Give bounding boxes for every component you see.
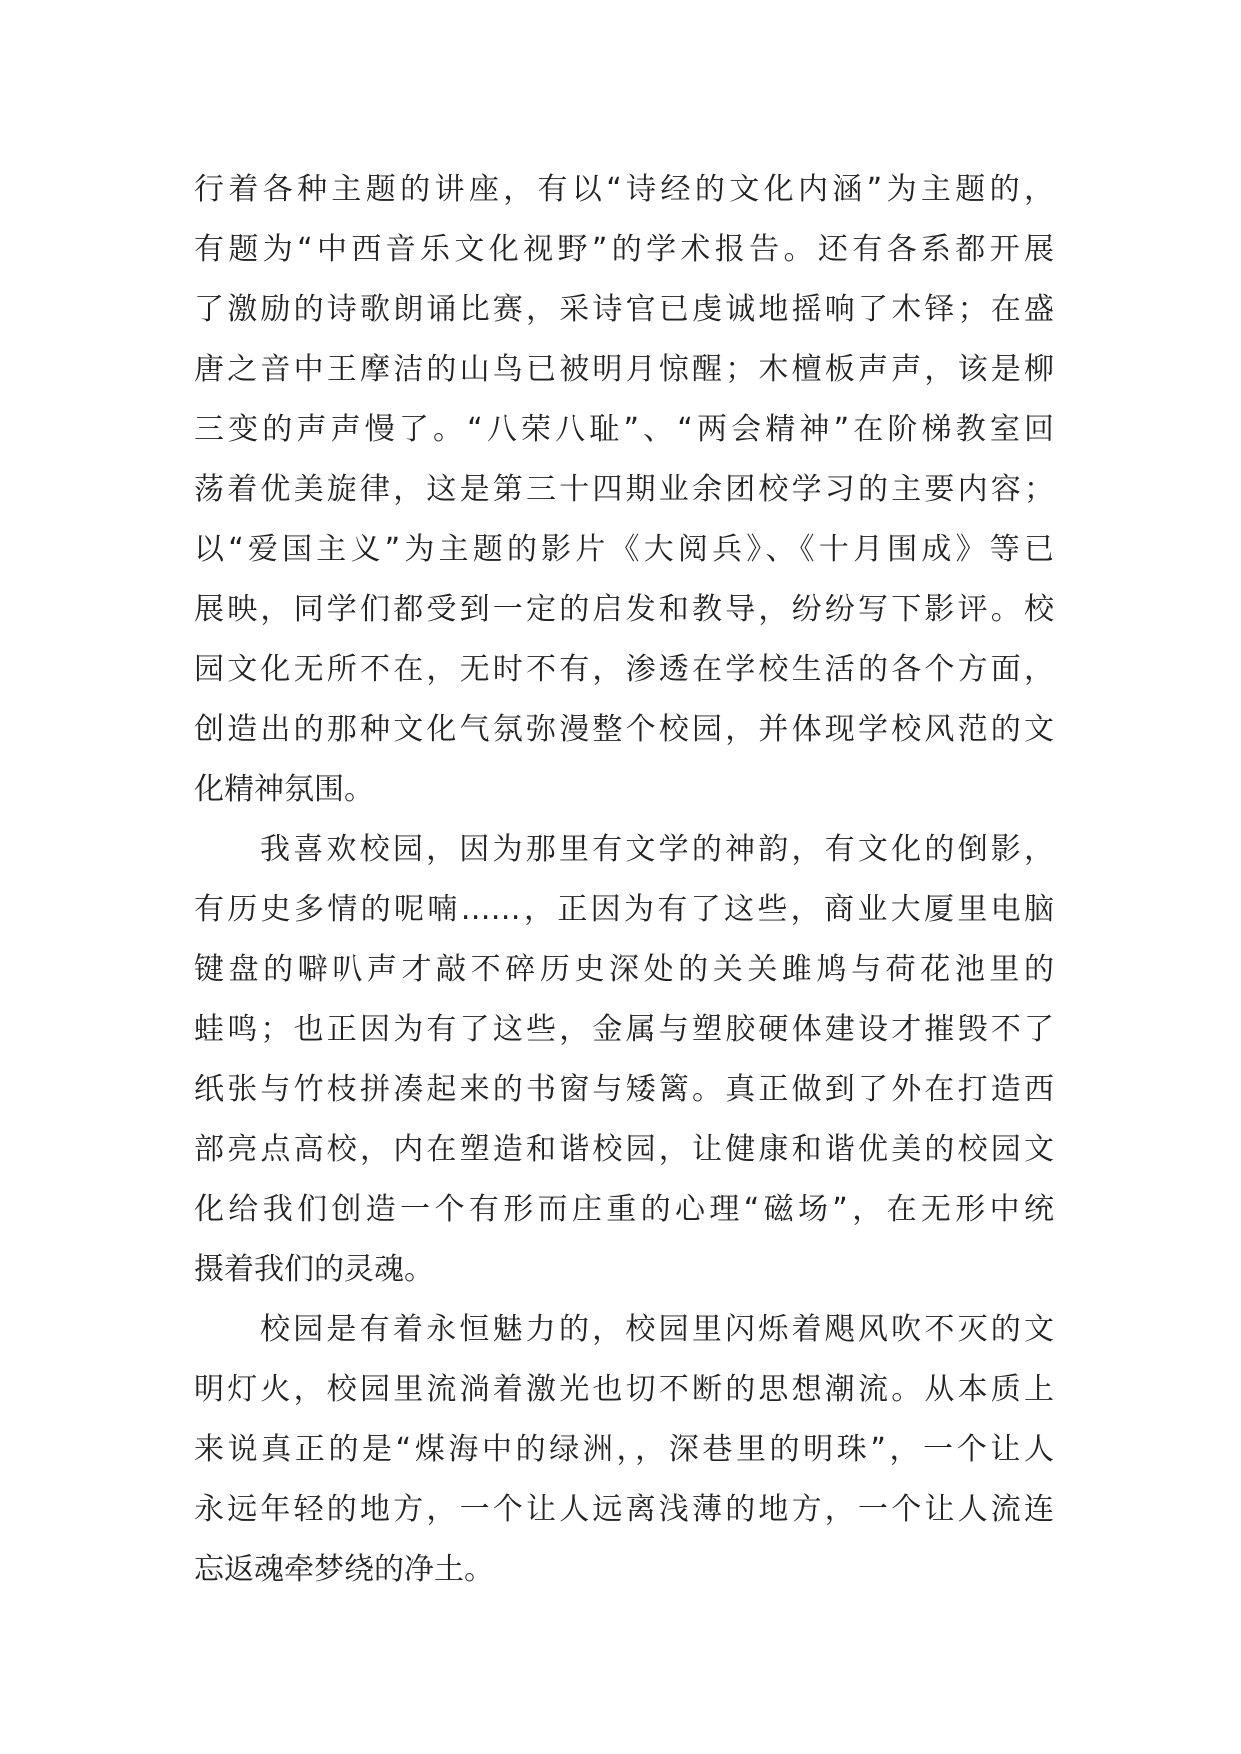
- text-line: 行着各种主题的讲座，有以“诗经的文化内涵”为主题的，: [194, 172, 1054, 207]
- text-line: 永远年轻的地方，一个让人远离浅薄的地方，一个让人流连: [194, 1492, 1054, 1527]
- text-line: 园文化无所不在，无时不有，渗透在学校生活的各个方面，: [194, 652, 1054, 687]
- text-line: 三变的声声慢了。“八荣八耻”、“两会精神”在阶梯教室回: [194, 412, 1054, 447]
- text-line: 来说真正的是“煤海中的绿洲，，深巷里的明珠”，一个让人: [194, 1432, 1054, 1467]
- text-line: 唐之音中王摩洁的山鸟已被明月惊醒；木檀板声声，该是柳: [194, 352, 1054, 387]
- document-body: [194, 160, 1054, 1600]
- text-line: 了激励的诗歌朗诵比赛，采诗官已虔诚地摇响了木铎；在盛: [194, 292, 1054, 327]
- text-line: 有历史多情的呢喃……，正因为有了这些，商业大厦里电脑: [194, 892, 1054, 927]
- text-line: 明灯火，校园里流淌着激光也切不断的思想潮流。从本质上: [194, 1372, 1054, 1407]
- text-line: 部亮点高校，内在塑造和谐校园，让健康和谐优美的校园文: [194, 1132, 1054, 1167]
- text-line: 忘返魂牵梦绕的净土。: [194, 1552, 494, 1587]
- text-line: 以“爱国主义”为主题的影片《大阅兵》、《十月围成》等已: [194, 532, 1054, 567]
- text-line: 化精神氛围。: [194, 772, 374, 807]
- text-line: 展映，同学们都受到一定的启发和教导，纷纷写下影评。校: [194, 592, 1054, 627]
- text-line: 创造出的那种文化气氛弥漫整个校园，并体现学校风范的文: [194, 712, 1054, 747]
- text-line: 蛙鸣；也正因为有了这些，金属与塑胶硬体建设才摧毁不了: [194, 1012, 1054, 1047]
- text-line: 荡着优美旋律，这是第三十四期业余团校学习的主要内容；: [194, 472, 1054, 507]
- text-line: 化给我们创造一个有形而庄重的心理“磁场”，在无形中统: [194, 1192, 1054, 1227]
- paragraph-first-line: 我喜欢校园，因为那里有文学的神韵，有文化的倒影，: [260, 832, 1054, 867]
- text-line: 摄着我们的灵魂。: [194, 1252, 434, 1287]
- text-line: 有题为“中西音乐文化视野”的学术报告。还有各系都开展: [194, 232, 1054, 267]
- text-line: 键盘的噼叭声才敲不碎历史深处的关关雎鸠与荷花池里的: [194, 952, 1054, 987]
- text-line: 纸张与竹枝拼凑起来的书窗与矮篱。真正做到了外在打造西: [194, 1072, 1054, 1107]
- paragraph-first-line: 校园是有着永恒魅力的，校园里闪烁着飓风吹不灭的文: [260, 1312, 1054, 1347]
